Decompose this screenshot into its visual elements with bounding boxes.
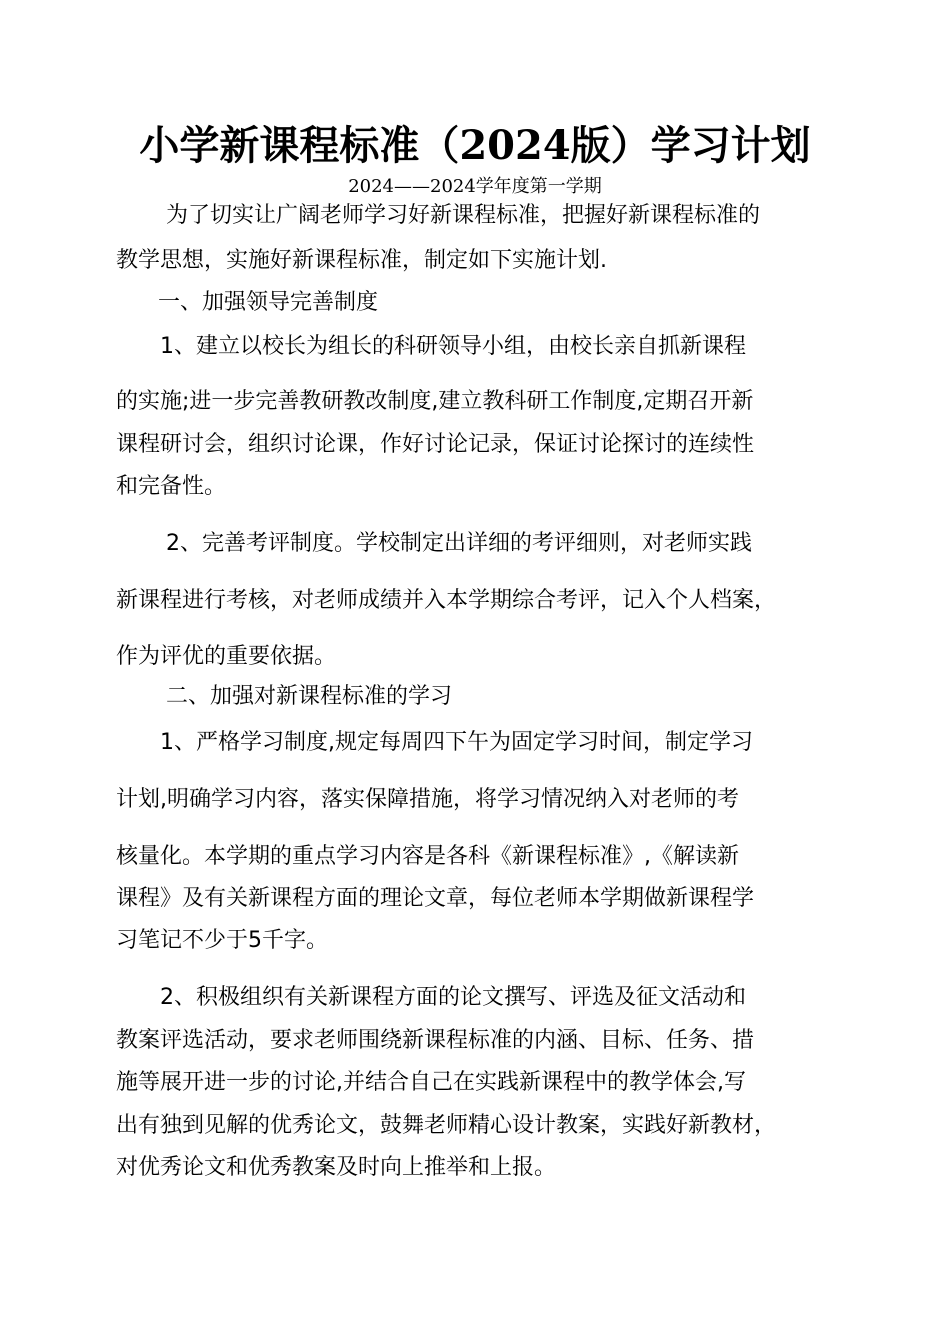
paragraph-line: 施等展开进一步的讨论,并结合自己在实践新课程中的教学体会,写 — [116, 1070, 746, 1095]
paragraph-line: 和完备性。 — [116, 474, 227, 499]
paragraph-line: 课程》及有关新课程方面的理论文章，每位老师本学期做新课程学 — [116, 886, 755, 911]
section-heading-2: 二、加强对新课程标准的学习 — [166, 684, 453, 709]
paragraph-line: 计划,明确学习内容，落实保障措施，将学习情况纳入对老师的考 — [116, 787, 739, 812]
intro-line-2: 教学思想，实施好新课程标准，制定如下实施计划. — [116, 248, 607, 273]
paragraph-line: 作为评优的重要依据。 — [116, 644, 337, 669]
paragraph-line: 新课程进行考核，对老师成绩并入本学期综合考评，记入个人档案， — [116, 588, 777, 613]
paragraph-line: 出有独到见解的优秀论文，鼓舞老师精心设计教案，实践好新教材， — [116, 1113, 777, 1138]
intro-line-1: 为了切实让广阔老师学习好新课程标准，把握好新课程标准的 — [166, 203, 761, 228]
document-subtitle: 2024——2024学年度第一学期 — [348, 176, 602, 197]
paragraph-line: 2、完善考评制度。学校制定出详细的考评细则，对老师实践 — [166, 531, 752, 556]
paragraph-line: 课程研讨会，组织讨论课，作好讨论记录，保证讨论探讨的连续性 — [116, 432, 755, 457]
paragraph-line: 核量化。本学期的重点学习内容是各科《新课程标准》,《解读新 — [116, 844, 739, 869]
paragraph-line: 对优秀论文和优秀教案及时向上推举和上报。 — [116, 1155, 557, 1180]
paragraph-line: 1、严格学习制度,规定每周四下午为固定学习时间，制定学习 — [160, 730, 753, 755]
paragraph-line: 1、建立以校长为组长的科研领导小组，由校长亲自抓新课程 — [160, 334, 746, 359]
section-heading-1: 一、加强领导完善制度 — [158, 290, 379, 315]
paragraph-line: 2、积极组织有关新课程方面的论文撰写、评选及征文活动和 — [160, 985, 746, 1010]
document-title: 小学新课程标准（2024版）学习计划 — [139, 122, 811, 169]
paragraph-line: 的实施;进一步完善教研教改制度,建立教科研工作制度,定期召开新 — [116, 389, 754, 414]
paragraph-line: 教案评选活动，要求老师围绕新课程标准的内涵、目标、任务、措 — [116, 1028, 755, 1053]
paragraph-line: 习笔记不少于5千字。 — [116, 928, 328, 953]
